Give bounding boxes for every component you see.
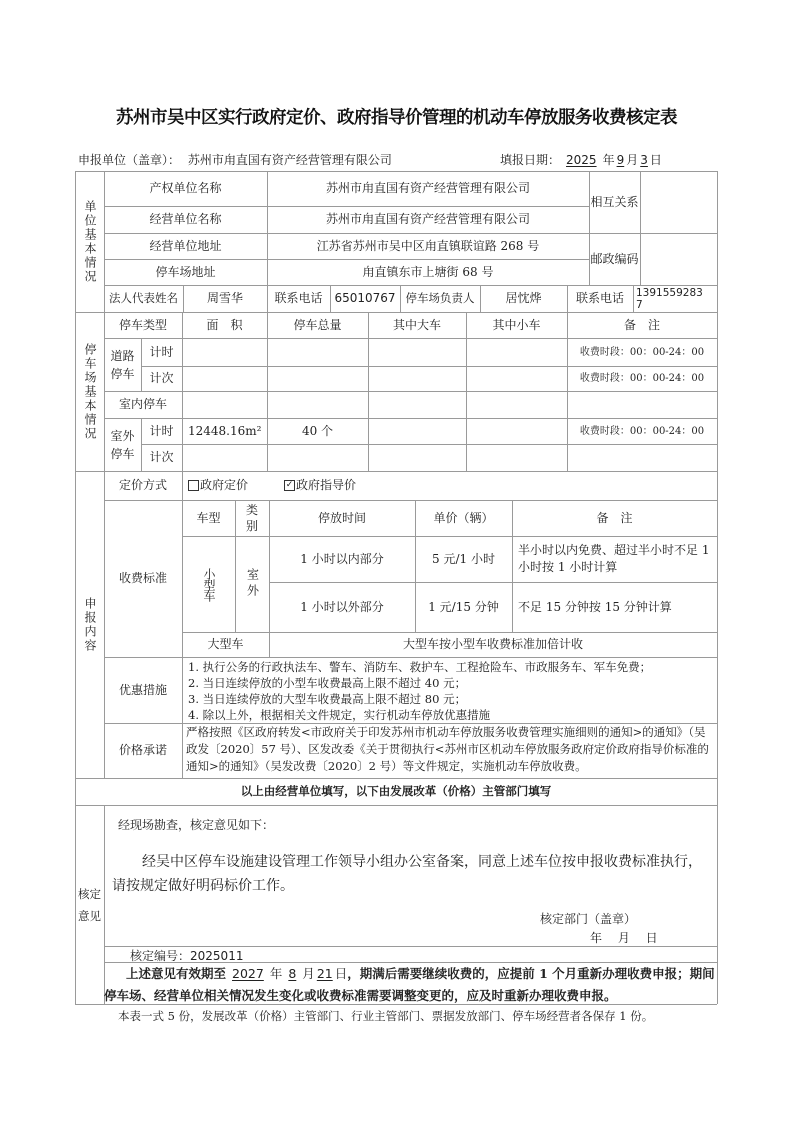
large-car-label: 大型车 (207, 637, 244, 651)
approval-dept-label: 核定部门（盖章） (540, 912, 637, 926)
discount-label: 优惠措施 (118, 682, 167, 697)
phone1-label: 联系电话 (274, 291, 323, 305)
category-outdoor-label: 室外 (245, 568, 260, 600)
note-cell: 收费时段：00：00-24：00 (579, 425, 705, 437)
footer-note: 本表一式 5 份，发展改革（价格）主管部门、行业主管部门、票据发放部门、停车场经营者各保存 1 份。 (118, 1009, 654, 1023)
promise-label: 价格承诺 (118, 743, 167, 757)
fee-header-car-type: 车型 (196, 510, 221, 525)
area-cell (182, 338, 267, 366)
property-unit-label: 产权单位名称 (149, 181, 222, 195)
operating-unit-label: 经营单位名称 (149, 212, 222, 226)
area-cell (182, 391, 267, 418)
large-cell (368, 391, 466, 418)
fee-time-cell: 1 小时以内部分 (300, 551, 384, 566)
large-cell (368, 418, 466, 444)
approval-number (130, 947, 243, 964)
fee-header-note: 备 注 (596, 510, 633, 525)
header-note: 备 注 (623, 317, 660, 332)
validity-year-unit: 年 (269, 966, 283, 981)
note-cell (567, 444, 717, 471)
discount-item: 2. 当日连续停放的小型车收费最高上限不超过 40 元； (188, 676, 467, 690)
fee-header-price: 单价（辆） (433, 510, 494, 525)
note-cell (567, 391, 717, 418)
date-month: 9 (616, 153, 625, 167)
fee-time-cell: 1 小时以外部分 (300, 599, 384, 614)
small-cell (466, 391, 567, 418)
total-cell (267, 338, 368, 366)
discount-item: 3. 当日连续停放的大型车收费最高上限不超过 80 元； (188, 692, 467, 706)
section-divider-text: 以上由经营单位填写，以下由发展改革（价格）主管部门填写 (240, 784, 552, 798)
postcode-value (640, 233, 717, 285)
date-year: 2025 (566, 153, 597, 167)
parking-info-section-label: 停车场基本情况 (83, 342, 97, 441)
header-small: 其中小车 (492, 317, 541, 332)
option-label: 政府定价 (200, 478, 249, 492)
large-cell (368, 444, 466, 471)
indoor-parking-label: 室内停车 (118, 397, 167, 411)
discount-list (188, 659, 715, 723)
legal-rep-value: 周雪华 (206, 291, 243, 305)
validity-suffix: ，期满后需要继续收费的，应提前 1 个月重新办理收费申报；期间停车场、经营单位相关情况发生变化或收费标准需要调整变更的，应及时重新办理收费申报。 (104, 966, 715, 1003)
application-section-label: 申报内容 (83, 597, 97, 653)
month-unit: 月 (626, 153, 639, 167)
header-large: 其中大车 (392, 317, 441, 332)
road-parking-label: 道路停车 (110, 348, 135, 381)
total-cell (267, 366, 368, 391)
fill-date (500, 151, 662, 168)
validity-year: 2027 (232, 966, 264, 981)
large-car-rule: 大型车按小型车收费标准加倍计收 (402, 637, 583, 651)
total-cell: 40 个 (301, 423, 334, 438)
unit-info-section-label: 单位基本情况 (83, 199, 97, 284)
applicant-value: 苏州市甪直国有资产经营管理有限公司 (187, 153, 392, 167)
large-cell (368, 366, 466, 391)
pricing-method-label: 定价方式 (118, 478, 167, 492)
validity-month: 8 (288, 966, 297, 981)
note-cell: 收费时段：00：00-24：00 (579, 373, 705, 384)
validity-day-unit: 日 (334, 966, 348, 981)
total-cell (267, 391, 368, 418)
approval-section-label: 核定意见 (78, 886, 101, 923)
validity-notice (104, 963, 716, 1007)
header-total: 停车总量 (293, 317, 342, 332)
unchecked-checkbox-icon[interactable] (188, 480, 199, 491)
fee-header-category: 类别 (245, 503, 258, 533)
parking-address-label: 停车场地址 (155, 264, 216, 279)
manager-label: 停车场负责人 (405, 291, 475, 305)
phone2-label: 联系电话 (575, 291, 624, 305)
road-count-label: 计次 (149, 371, 174, 385)
outdoor-parking-label: 室外停车 (110, 428, 135, 461)
small-car-label: 小型车 (202, 567, 216, 601)
large-cell (368, 338, 466, 366)
property-unit-value: 苏州市甪直国有资产经营管理有限公司 (325, 181, 530, 195)
applicant-line (78, 151, 392, 168)
validity-day: 21 (316, 966, 333, 981)
operating-unit-value: 苏州市甪直国有资产经营管理有限公司 (325, 212, 530, 226)
small-cell (466, 366, 567, 391)
fee-note-cell: 半小时以内免费、超过半小时不足 1 小时按 1 小时计算 (518, 543, 710, 574)
date-label: 填报日期： (500, 153, 561, 167)
approval-opinion: 经吴中区停车设施建设管理工作领导小组办公室备案，同意上述车位按申报收费标准执行，请按规定做好明码标价工作。 (112, 854, 702, 894)
small-cell (466, 444, 567, 471)
area-cell (182, 444, 267, 471)
area-cell (182, 366, 267, 391)
validity-prefix: 上述意见有效期至 (126, 966, 227, 981)
relation-value (640, 171, 717, 233)
approval-date-line: 年 月 日 (590, 931, 658, 945)
header-parking-type: 停车类型 (118, 317, 167, 332)
fee-price-cell: 5 元/1 小时 (432, 551, 495, 566)
approval-intro: 经现场勘查，核定意见如下： (118, 818, 275, 832)
area-cell: 12448.16m² (188, 423, 262, 438)
note-cell: 收费时段：00：00-24：00 (579, 346, 705, 358)
small-cell (466, 338, 567, 366)
promise-text: 严格按照《区政府转发<市政府关于印发苏州市机动车停放服务收费管理实施细则的通知>的通知》（吴政发〔2020〕57 号）、区发改委《关于贯彻执行<苏州市区机动车停放服务政府定价政府指导价标准的通知>的通知》（吴发改费〔2020〕2 号）等文件规定，实施机动车停放收费。 (186, 725, 709, 773)
document-title: 苏州市吴中区实行政府定价、政府指导价管理的机动车停放服务收费核定表 (116, 108, 677, 128)
total-cell (267, 444, 368, 471)
discount-item: 1. 执行公务的行政执法车、警车、消防车、救护车、工程抢险车、市政服务车、军车免费； (188, 660, 652, 674)
fee-header-time: 停放时间 (317, 510, 366, 525)
outdoor-timed-label: 计时 (149, 423, 174, 438)
pricing-option-gov-guided[interactable] (284, 471, 404, 500)
option-label: 政府指导价 (296, 478, 357, 492)
applicant-label: 申报单位（盖章）： (78, 153, 181, 167)
date-day: 3 (640, 153, 648, 167)
discount-item: 4. 除以上外，根据相关文件规定，实行机动车停放优惠措施 (188, 708, 491, 722)
day-unit: 日 (649, 153, 662, 167)
postcode-label: 邮政编码 (590, 251, 639, 266)
approval-number-value: 2025011 (190, 949, 244, 963)
phone1-value: 65010767 (334, 291, 396, 305)
relation-label: 相互关系 (590, 194, 639, 209)
operating-address-value: 江苏省苏州市吴中区甪直镇联谊路 268 号 (316, 238, 540, 253)
approval-number-label: 核定编号： (130, 949, 191, 963)
parking-address-value: 甪直镇东市上塘街 68 号 (362, 264, 494, 279)
header-area: 面 积 (206, 317, 243, 332)
small-cell (466, 418, 567, 444)
fee-price-cell: 1 元/15 分钟 (428, 599, 499, 614)
manager-value: 居忱烨 (505, 291, 542, 305)
year-unit: 年 (602, 153, 615, 167)
legal-rep-label: 法人代表姓名 (109, 291, 178, 305)
operating-address-label: 经营单位地址 (149, 238, 222, 253)
validity-month-unit: 月 (302, 966, 315, 981)
fee-standard-label: 收费标准 (118, 571, 167, 585)
outdoor-count-label: 计次 (149, 450, 174, 464)
road-timed-label: 计时 (149, 344, 174, 359)
checked-checkbox-icon[interactable]: ✓ (285, 480, 294, 490)
phone2-value: 13915592837 (636, 286, 703, 311)
fee-note-cell: 不足 15 分钟按 15 分钟计算 (518, 599, 672, 614)
